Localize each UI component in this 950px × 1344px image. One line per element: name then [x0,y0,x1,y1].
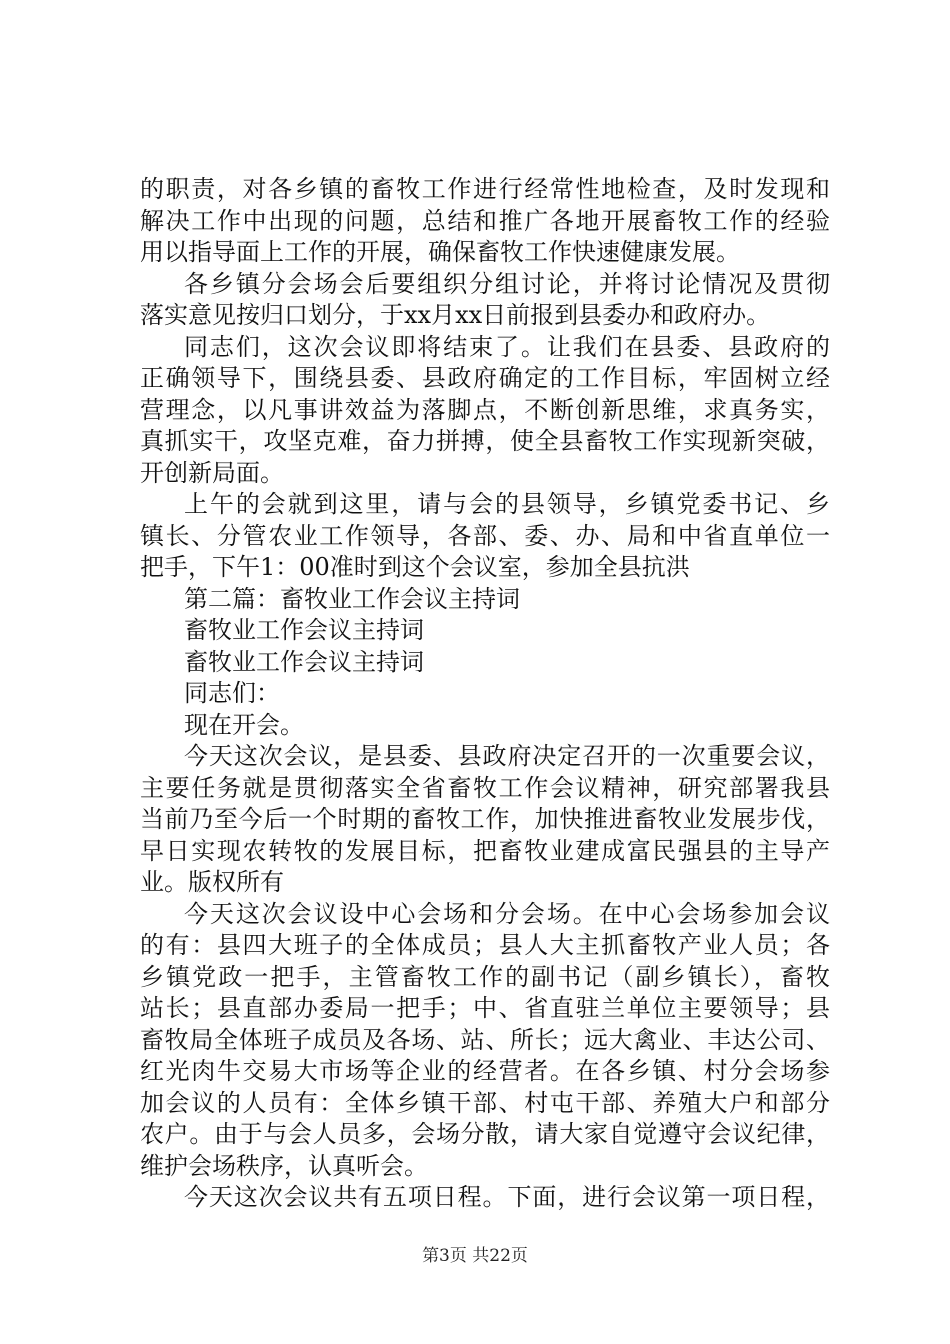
text-line: 的职责，对各乡镇的畜牧工作进行经常性地检查，及时发现和 [140,175,830,203]
text-line: 乡镇党政一把手，主管畜牧工作的副书记（副乡镇长），畜牧 [140,962,830,991]
text-line: 维护会场秩序，认真听会。 [140,1151,428,1180]
text-line: 当前乃至今后一个时期的畜牧工作，加快推进畜牧业发展步伐， [140,805,830,833]
text-line: 同志们，这次会议即将结束了。让我们在县委、县政府的 [184,332,830,361]
text-line: 营理念，以凡事讲效益为落脚点，不断创新思维，求真务实， [140,395,830,424]
document-body [140,174,830,1214]
text-line: 今天这次会议设中心会场和分会场。在中心会场参加会议 [184,899,830,928]
text-line: 上午的会就到这里，请与会的县领导，乡镇党委书记、乡 [184,490,830,518]
text-line: 畜牧业工作会议主持词 [184,616,424,644]
text-line: 业。版权所有 [140,868,284,896]
text-line: 正确领导下，围绕县委、县政府确定的工作目标，牢固树立经 [140,364,830,392]
text-line: 畜牧业工作会议主持词 [184,647,424,676]
text-line: 站长；县直部办委局一把手；中、省直驻兰单位主要领导；县 [140,994,830,1022]
text-line: 早日实现农转牧的发展目标，把畜牧业建成富民强县的主导产 [140,836,830,865]
text-line: 主要任务就是贯彻落实全省畜牧工作会议精神，研究部署我县 [140,773,830,802]
text-line: 今天这次会议，是县委、县政府决定召开的一次重要会议， [184,742,830,770]
text-line: 落实意见按归口划分，于xx月xx日前报到县委办和政府办。 [140,301,771,329]
text-line: 第二篇：畜牧业工作会议主持词 [184,584,520,613]
text-line: 加会议的人员有：全体乡镇干部、村屯干部、养殖大户和部分 [140,1088,830,1117]
text-line: 农户。由于与会人员多，会场分散，请大家自觉遵守会议纪律， [140,1120,830,1148]
text-line: 开创新局面。 [140,458,284,487]
text-line: 各乡镇分会场会后要组织分组讨论，并将讨论情况及贯彻 [184,269,830,298]
text-line: 用以指导面上工作的开展，确保畜牧工作快速健康发展。 [140,238,740,266]
page-footer: 第3页 共22页 [422,1246,528,1266]
text-line: 红光肉牛交易大市场等企业的经营者。在各乡镇、村分会场参 [140,1057,830,1085]
text-line: 解决工作中出现的问题，总结和推广各地开展畜牧工作的经验 [140,206,830,235]
text-line: 今天这次会议共有五项日程。下面，进行会议第一项日程， [184,1183,830,1211]
text-line: 的有：县四大班子的全体成员；县人大主抓畜牧产业人员；各 [140,931,830,959]
text-line: 把手，下午1：00准时到这个会议室，参加全县抗洪 [140,553,690,581]
text-line: 真抓实干，攻坚克难，奋力拼搏，使全县畜牧工作实现新突破， [140,427,830,455]
text-line: 同志们： [184,679,280,707]
text-line: 镇长、分管农业工作领导，各部、委、办、局和中省直单位一 [140,521,830,550]
text-line: 现在开会。 [184,710,304,739]
text-line: 畜牧局全体班子成员及各场、站、所长；远大禽业、丰达公司、 [140,1025,830,1054]
